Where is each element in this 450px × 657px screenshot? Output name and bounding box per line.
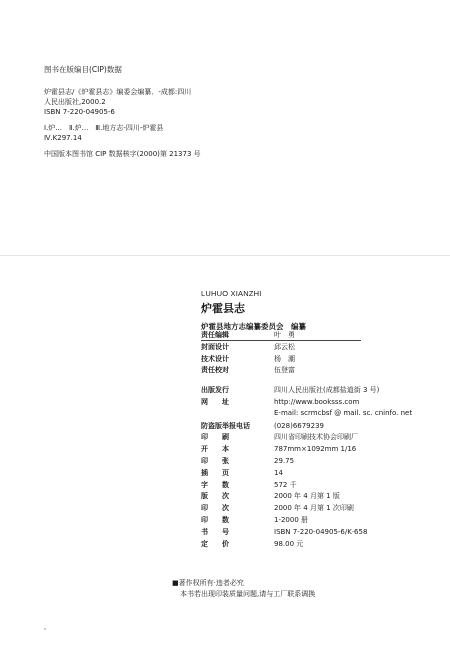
credit-value: (028)6679239 — [274, 421, 324, 430]
credit-value: 2000 年 4 月第 1 版 — [274, 492, 340, 501]
rights-notice: ■著作权所有·违者必究 — [172, 579, 244, 587]
credit-key: 书 号 — [201, 527, 229, 536]
credit-value: 杨 潮 — [274, 354, 295, 363]
credit-key: 版 次 — [201, 492, 229, 501]
staff-row — [201, 342, 431, 354]
page-fold-line — [0, 255, 450, 256]
cip-subject-line: Ⅳ.K297.14 — [44, 134, 82, 142]
book-title: 炉霍县志 — [201, 302, 245, 315]
website-link[interactable]: http://www.booksss.com — [274, 397, 360, 406]
credit-key: 责任校对 — [201, 366, 229, 375]
credit-key: 字 数 — [201, 480, 229, 489]
credit-value: 四川省印刷技术协会印刷厂 — [274, 433, 358, 442]
publishing-row — [201, 456, 431, 468]
email-link[interactable]: E-mail: scrmcbsf @ mail. sc. cninfo. net — [274, 408, 413, 417]
credit-key: 印 刷 — [201, 433, 229, 442]
cip-entry-line: 人民出版社,2000.2 — [44, 98, 106, 106]
copyright-notice — [172, 578, 432, 600]
staff-row — [201, 354, 431, 366]
cip-heading: 图书在版编目(CIP)数据 — [44, 65, 122, 74]
credit-key: 封面设计 — [201, 342, 229, 351]
publishing-row — [201, 503, 431, 515]
credit-key: 技术设计 — [201, 354, 229, 363]
publishing-row — [201, 491, 431, 503]
publishing-row — [201, 444, 431, 456]
editor-line: 炉霍县地方志编纂委员会 编纂 — [201, 322, 306, 331]
publishing-row — [201, 409, 431, 421]
credits-table — [201, 330, 431, 550]
publishing-row — [201, 385, 431, 397]
publishing-row — [201, 468, 431, 480]
publishing-row — [201, 515, 431, 527]
quality-notice: 本书若出现印装质量问题,请与工厂联系调换 — [180, 590, 316, 598]
credit-value: 叶 勇 — [274, 331, 295, 339]
credit-key: 印 数 — [201, 515, 229, 524]
credit-key: 插 页 — [201, 468, 229, 477]
credit-key: 出版发行 — [201, 386, 229, 395]
credit-value: 1-2000 册 — [274, 515, 309, 524]
publishing-row — [201, 527, 431, 539]
credit-value: 2000 年 4 月第 1 次印刷 — [274, 504, 354, 513]
credit-value: 14 — [274, 468, 283, 477]
cip-block — [44, 64, 424, 159]
credit-value: 98.00 元 — [274, 539, 304, 548]
credit-value: 787mm×1092mm 1/16 — [274, 445, 357, 454]
publishing-row — [201, 480, 431, 492]
cip-entry-line: ISBN 7-220-04905-6 — [44, 108, 115, 116]
credit-value: ISBN 7-220-04905-6/K·658 — [274, 527, 368, 536]
cip-cn-record: 中国版本图书馆 CIP 数据核字(2000)第 21373 号 — [44, 150, 201, 158]
credit-key: 印 次 — [201, 504, 229, 513]
scan-speck — [44, 628, 46, 630]
staff-row — [201, 330, 431, 342]
credit-key: 印 张 — [201, 456, 229, 465]
credit-value: 572 千 — [274, 480, 297, 489]
credit-key: 防盗版举报电话 — [201, 421, 250, 430]
cip-subject-line: Ⅰ.炉... Ⅱ.炉... Ⅲ.地方志-四川-炉霍县 — [44, 124, 164, 132]
credit-value: 伍登富 — [274, 366, 295, 375]
credit-key: 开 本 — [201, 445, 229, 454]
publishing-row — [201, 539, 431, 551]
pinyin-title: LUHUO XIANZHI — [201, 289, 262, 298]
publishing-row — [201, 397, 431, 409]
credit-value: 29.75 — [274, 456, 295, 465]
credit-value: 邱云松 — [274, 342, 295, 351]
cip-entry-line: 炉霍县志/《炉霍县志》编委会编纂．-成都:四川 — [44, 88, 192, 96]
staff-row — [201, 365, 431, 377]
credit-value: 四川人民出版社(成都盐道街 3 号) — [274, 386, 380, 395]
credit-key: 网 址 — [201, 397, 229, 406]
credit-key: 责任编辑 — [201, 331, 229, 339]
credit-key: 定 价 — [201, 539, 229, 548]
publishing-row — [201, 432, 431, 444]
publishing-row — [201, 421, 431, 433]
